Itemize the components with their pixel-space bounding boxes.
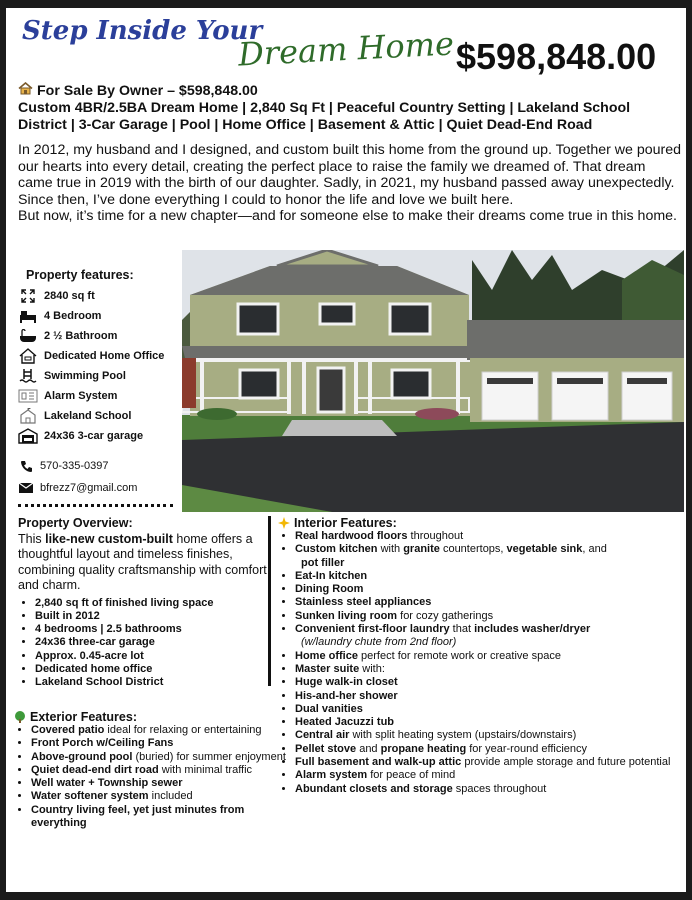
item-bold: Country living feel, yet just minutes from everything: [31, 803, 245, 830]
list-item: • Stainless steel appliances: [295, 596, 680, 609]
item-bold: Abundant closets and storage: [295, 782, 453, 795]
exterior-title-row: [14, 710, 289, 724]
intro-paragraph-2: Since then, I’ve done everything I could to honor the life and love we built here.: [18, 191, 514, 208]
interior-title-row: [278, 516, 680, 530]
item-bold: Convenient first-floor laundry: [295, 623, 450, 636]
item-normal: for peace of mind: [367, 769, 456, 782]
list-item: [31, 724, 289, 737]
feature-bedrooms: [18, 306, 186, 326]
feature-sqft: [18, 286, 186, 306]
home-office-icon: [18, 348, 38, 364]
interior-features: [278, 516, 680, 796]
item-normal: included: [148, 790, 193, 803]
list-item: • Heated Jacuzzi tub: [295, 716, 680, 729]
feature-home-office: [18, 346, 186, 366]
bed-icon: [18, 308, 38, 324]
item-bold: granite: [403, 543, 440, 556]
sale-block: [18, 82, 678, 134]
item-normal: with: [377, 543, 404, 556]
interior-title: Interior Features:: [294, 516, 397, 530]
tagline-dream-home: Dream Home: [237, 24, 455, 74]
contact-phone[interactable]: [18, 456, 186, 476]
item-normal: (buried) for summer enjoyment: [132, 750, 286, 763]
item-normal: for cozy gatherings: [397, 609, 494, 622]
exterior-features: [14, 710, 289, 830]
feature-label: Swimming Pool: [44, 370, 126, 382]
item-normal: throughout: [407, 530, 464, 542]
phone-icon: [18, 460, 34, 473]
house-icon: [18, 82, 33, 100]
exterior-title: Exterior Features:: [30, 710, 137, 724]
list-item: [295, 729, 680, 742]
list-item: • Approx. 0.45-acre lot: [35, 650, 268, 663]
feature-school: [18, 406, 186, 426]
item-bold: Alarm system: [295, 769, 368, 782]
list-item: • Dedicated home office: [35, 663, 268, 676]
item-bold: Custom kitchen: [295, 543, 378, 556]
item-bold: vegetable sink: [506, 543, 583, 556]
feature-label: 2840 sq ft: [44, 290, 95, 302]
exterior-list: [14, 724, 289, 830]
list-item: [31, 737, 289, 750]
list-item: [31, 777, 289, 790]
flyer-page: [6, 8, 686, 892]
contact-email[interactable]: [18, 478, 186, 498]
item-bold: Well water + Township sewer: [31, 777, 183, 790]
dotted-divider: [18, 504, 173, 507]
list-item: • Built in 2012: [35, 610, 268, 623]
item-bold: Above-ground pool: [31, 750, 133, 763]
feature-garage: [18, 426, 186, 446]
list-item: • Huge walk-in closet: [295, 676, 680, 689]
item-bold: pot filler: [301, 556, 345, 569]
item-bold: Real hardwood floors: [295, 530, 408, 542]
contact-info: [18, 456, 186, 500]
list-item: [295, 756, 680, 769]
list-item: • Lakeland School District: [35, 676, 268, 689]
list-item: [295, 663, 680, 676]
list-item: • Dining Room: [295, 583, 680, 596]
item-bold: Sunken living room: [295, 609, 398, 622]
feature-alarm: [18, 386, 186, 406]
list-item: • Dual vanities: [295, 703, 680, 716]
overview-text-a: This: [18, 531, 46, 546]
list-item: [295, 650, 680, 663]
garage-icon: [18, 428, 38, 444]
sparkle-icon: [278, 517, 290, 529]
item-bold: Home office: [295, 649, 358, 662]
item-bold: Covered patio: [31, 724, 105, 736]
list-item: [295, 530, 680, 543]
overview-text-b: like-new custom-built: [45, 531, 173, 546]
item-bold: propane heating: [380, 742, 467, 755]
feature-label: 4 Bedroom: [44, 310, 102, 322]
item-bold: Front Porch w/Ceiling Fans: [31, 737, 174, 750]
item-bold: Master suite: [295, 662, 360, 675]
interior-list: [278, 530, 680, 796]
item-normal: with minimal traffic: [158, 763, 253, 776]
item-normal: spaces throughout: [452, 782, 547, 795]
feature-label: Dedicated Home Office: [44, 350, 165, 362]
list-item: [295, 610, 680, 623]
list-item: [295, 769, 680, 782]
overview-title: Property Overview:: [18, 516, 133, 530]
for-sale-line: [18, 82, 678, 100]
list-item: [295, 743, 680, 756]
feature-pool: [18, 366, 186, 386]
bathtub-icon: [18, 328, 38, 344]
list-item: • 4 bedrooms | 2.5 bathrooms: [35, 623, 268, 636]
list-item: • Eat-In kitchen: [295, 570, 680, 583]
property-features: [18, 268, 186, 446]
phone-number: 570-335-0397: [40, 460, 109, 472]
item-normal: countertops,: [439, 543, 507, 556]
feature-label: Alarm System: [44, 390, 118, 402]
list-item: [31, 751, 289, 764]
property-features-title: Property features:: [26, 268, 134, 282]
item-normal: for year-round efficiency: [466, 742, 588, 755]
item-bold: Water softener system: [31, 790, 149, 803]
item-bold: includes washer/dryer: [474, 623, 591, 636]
envelope-icon: [18, 483, 34, 493]
tree-icon: [14, 711, 26, 723]
item-normal: ideal for relaxing or entertaining: [104, 724, 262, 736]
feature-label: 24x36 3-car garage: [44, 430, 144, 442]
header-price: $598,848.00: [456, 36, 657, 77]
item-subnote: (w/laundry chute from 2nd floor): [301, 636, 457, 649]
feature-label: 2 ½ Bathroom: [44, 330, 118, 342]
feature-bathrooms: [18, 326, 186, 346]
item-bold: Full basement and walk-up attic: [295, 756, 462, 769]
school-icon: [18, 408, 38, 424]
item-bold: Central air: [295, 729, 350, 742]
alarm-system-icon: [18, 388, 38, 404]
list-item: • 24x36 three-car garage: [35, 636, 268, 649]
item-normal: that: [449, 623, 475, 636]
intro-paragraph-3: But now, it’s time for a new chapter—and for someone else to make their dreams come true in this home.: [18, 208, 677, 225]
list-item: [31, 790, 289, 803]
list-item: • His-and-her shower: [295, 690, 680, 703]
list-item: [31, 804, 289, 831]
swimming-pool-icon: [18, 368, 38, 384]
item-normal: and: [356, 742, 381, 755]
list-item: [295, 623, 680, 650]
sale-headline: Custom 4BR/2.5BA Dream Home | 2,840 Sq Ft | Peaceful Country Setting | Lakeland School District | 3-Car Garage | Pool | Home Office | Basement & Attic | Quiet Dead-End Road: [18, 100, 631, 133]
email-address: bfrezz7@gmail.com: [40, 482, 138, 494]
intro-story: [18, 142, 682, 225]
for-sale-text: For Sale By Owner – $598,848.00: [37, 83, 258, 99]
list-item: • 2,840 sq ft of finished living space: [35, 597, 268, 610]
list-item: [295, 543, 680, 570]
expand-arrows-icon: [18, 288, 38, 304]
feature-label: Lakeland School: [44, 410, 132, 422]
list-item: [295, 783, 680, 796]
overview-list: [18, 597, 268, 690]
item-normal: perfect for remote work or creative space: [357, 649, 561, 662]
item-normal: provide ample storage and future potential: [461, 756, 671, 769]
item-normal: with split heating system (upstairs/downstairs): [349, 729, 577, 742]
property-overview: [18, 516, 268, 690]
list-item: [31, 764, 289, 777]
item-normal: with:: [359, 662, 385, 675]
overview-text-c: home offers a thoughtful layout and timeless finishes, combining quality craftsmanship with comfort and charm.: [18, 531, 267, 592]
intro-paragraph-1: In 2012, my husband and I designed, and custom built this home from the ground up. Together we poured our hearts into every detail, creating the perfect place to raise the family we dreamed of. That dream came true in 2019 with the birth of our daughter. Sadly, in 2021, my husband passed away unexpectedly.: [18, 142, 682, 192]
item-bold: Quiet dead-end dirt road: [31, 763, 159, 776]
overview-text: [18, 532, 268, 594]
item-bold: Pellet stove: [295, 742, 357, 755]
item-normal: , and: [582, 543, 607, 556]
house-photo: [182, 250, 684, 512]
column-divider: [268, 516, 271, 686]
tagline-step-inside: Step Inside Your: [22, 16, 263, 46]
